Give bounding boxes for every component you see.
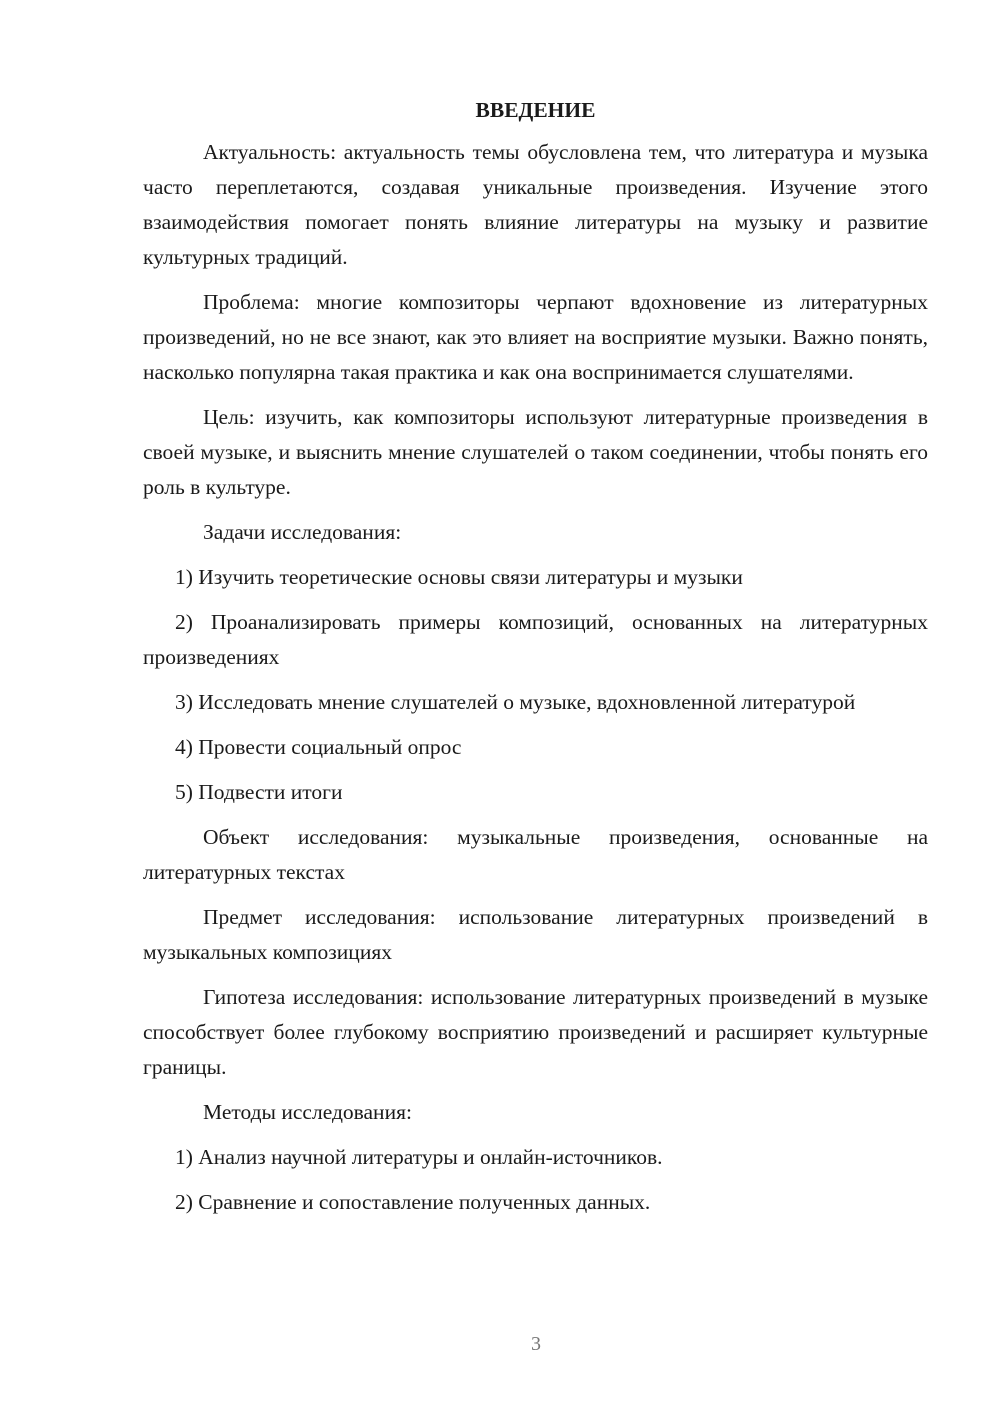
hypothesis-paragraph: Гипотеза исследования: использование литературных произведений в музыке способствует более глубокому восприятию произведений и расширяет культурные границы. <box>143 985 928 1079</box>
page-number: 3 <box>531 1333 541 1355</box>
task-item: 1) Изучить теоретические основы связи литературы и музыки <box>175 565 743 589</box>
methods-title: Методы исследования: <box>203 1100 412 1124</box>
tasks-title: Задачи исследования: <box>203 520 402 544</box>
subject-paragraph: Предмет исследования: использование литературных произведений в музыкальных композициях <box>143 905 928 964</box>
task-item: 4) Провести социальный опрос <box>175 735 462 759</box>
method-item: 1) Анализ научной литературы и онлайн-источников. <box>175 1145 663 1169</box>
relevance-paragraph: Актуальность: актуальность темы обусловлена тем, что литература и музыка часто переплетаются, создавая уникальные произведения. Изучение этого взаимодействия помогает понять влияние литературы на музыку и развитие культурных традиций. <box>143 140 928 269</box>
object-paragraph: Объект исследования: музыкальные произведения, основанные на литературных текстах <box>143 825 928 884</box>
problem-paragraph: Проблема: многие композиторы черпают вдохновение из литературных произведений, но не все знают, как это влияет на восприятие музыки. Важно понять, насколько популярна такая практика и как она воспринимается слушателями. <box>143 290 928 384</box>
task-item: 2) Проанализировать примеры композиций, основанных на литературных произведениях <box>143 610 928 669</box>
page-title: ВВЕДЕНИЕ <box>475 98 596 122</box>
task-item: 3) Исследовать мнение слушателей о музыке, вдохновленной литературой <box>175 690 856 714</box>
task-item: 5) Подвести итоги <box>175 780 343 804</box>
document-page <box>143 95 928 1230</box>
goal-paragraph: Цель: изучить, как композиторы используют литературные произведения в своей музыке, и выяснить мнение слушателей о таком соединении, чтобы понять его роль в культуре. <box>143 405 928 499</box>
method-item: 2) Сравнение и сопоставление полученных данных. <box>175 1190 651 1214</box>
